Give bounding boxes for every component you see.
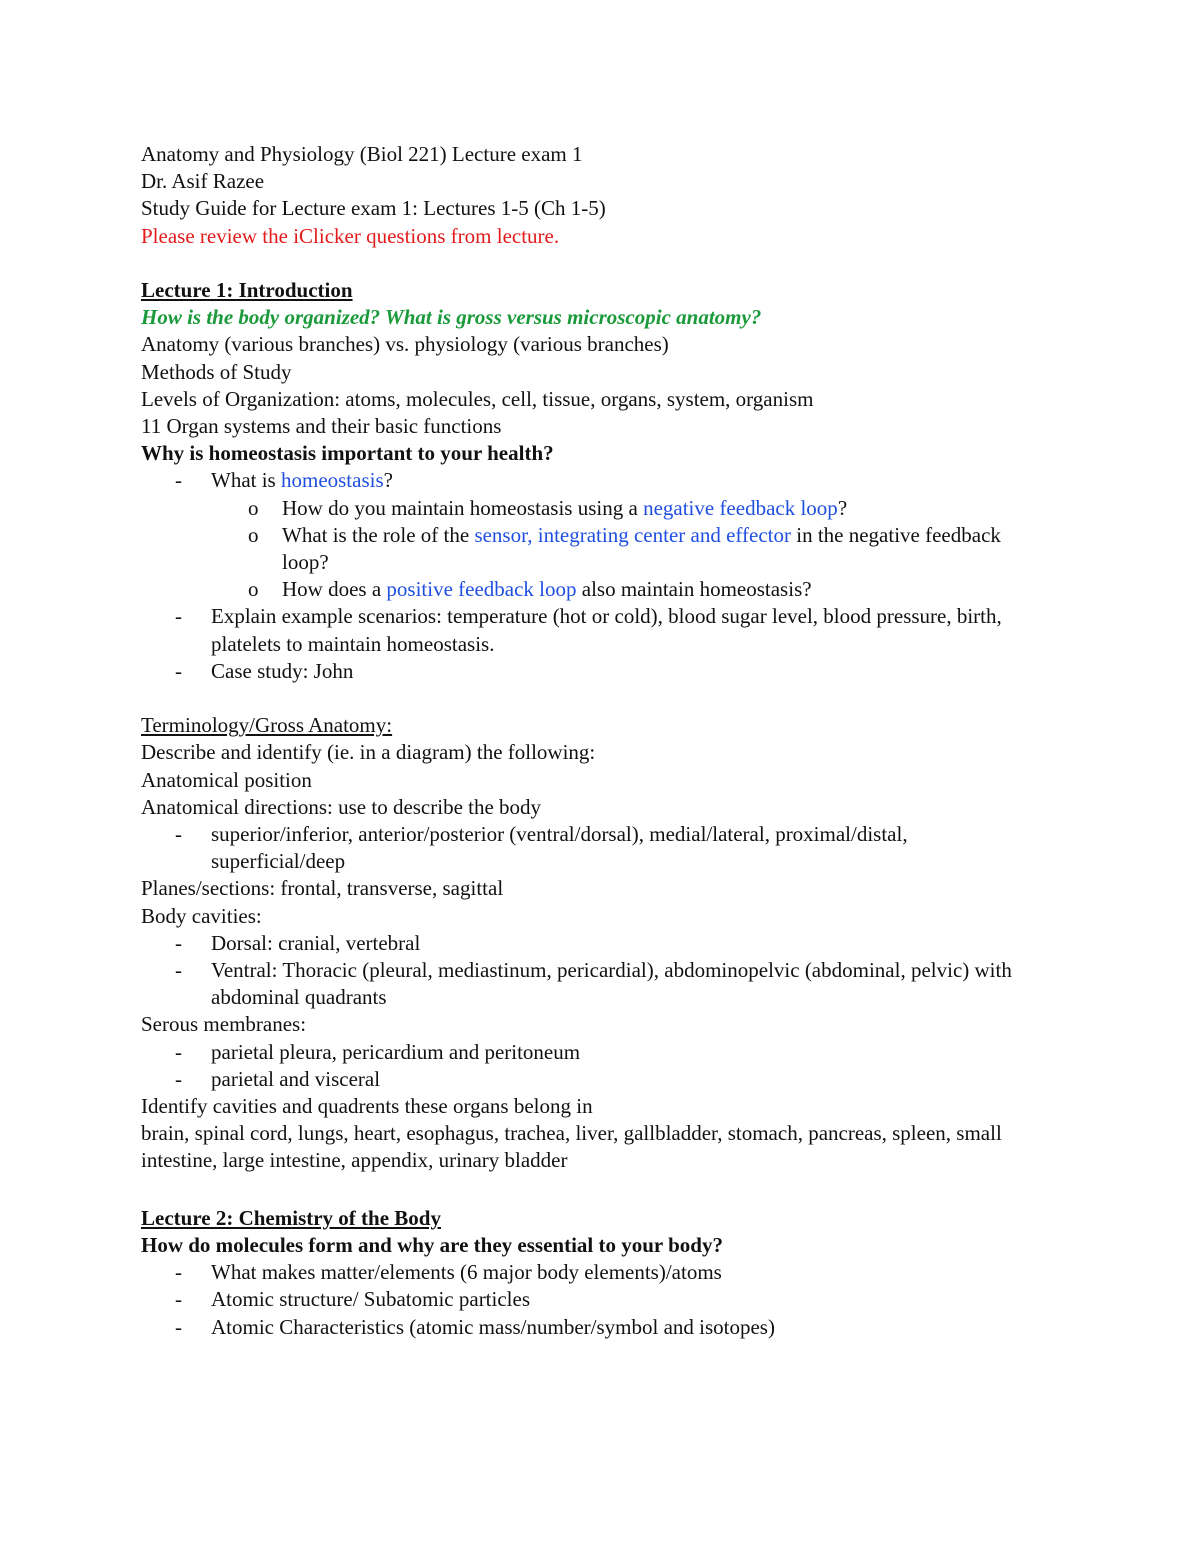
bullet-dash: - (175, 930, 182, 955)
bullet-dash: - (175, 1287, 182, 1312)
bullet-item: - parietal pleura, pericardium and peritoneum (141, 1039, 1131, 1066)
bullet-dash: - (175, 1260, 182, 1285)
sub-bullet-marker: o (248, 522, 259, 547)
terminology-line: Anatomical position (141, 767, 312, 792)
bullet-dash: - (175, 1314, 182, 1339)
organ-list: brain, spinal cord, lungs, heart, esophagus, trachea, liver, gallbladder, stomach, pancreas, spleen, small (141, 1121, 1002, 1146)
terminology-line: Describe and identify (ie. in a diagram) the following: (141, 740, 596, 765)
positive-feedback-term: positive feedback loop (386, 577, 577, 602)
spacer (141, 1175, 1131, 1202)
homeostasis-term: homeostasis (280, 468, 384, 493)
study-guide-title: Study Guide for Lecture exam 1: Lectures 1-5 (Ch 1-5) (141, 196, 606, 221)
feedback-components-term: sensor, integrating center and effector (474, 522, 791, 547)
bullet-dash: - (175, 468, 182, 493)
sub-bullet-item: o How do you maintain homeostasis using a negative feedback loop? (141, 495, 1131, 522)
bullet-dash: - (175, 604, 182, 629)
lecture1-question: How is the body organized? What is gross versus microscopic anatomy? (141, 305, 762, 330)
terminology-line: Planes/sections: frontal, transverse, sagittal (141, 876, 504, 901)
spacer (141, 685, 1131, 712)
bullet-item: - Dorsal: cranial, vertebral (141, 930, 1131, 957)
bullet-item: - What is homeostasis? (141, 467, 1131, 494)
document-content (141, 141, 1131, 1341)
sub-bullet-item: o What is the role of the sensor, integrating center and effector in the negative feedback (141, 522, 1131, 549)
bullet-continuation: abdominal quadrants (211, 985, 387, 1010)
sub-bullet-marker: o (248, 577, 259, 602)
lecture2-title: Lecture 2: Chemistry of the Body (141, 1205, 441, 1230)
bullet-item: - Explain example scenarios: temperature (hot or cold), blood sugar level, blood pressure, birth, (141, 603, 1131, 630)
terminology-line: Serous membranes: (141, 1012, 307, 1037)
bullet-dash: - (175, 958, 182, 983)
bullet-dash: - (175, 658, 182, 683)
bullet-item: - Case study: John (141, 658, 1131, 685)
course-title: Anatomy and Physiology (Biol 221) Lecture exam 1 (141, 142, 583, 166)
bullet-item: - Atomic Characteristics (atomic mass/number/symbol and isotopes) (141, 1314, 1131, 1341)
organ-list-continuation: intestine, large intestine, appendix, urinary bladder (141, 1148, 568, 1173)
homeostasis-question: Why is homeostasis important to your health? (141, 441, 554, 466)
bullet-item: - superior/inferior, anterior/posterior (ventral/dorsal), medial/lateral, proximal/distal, (141, 821, 1131, 848)
lecture2-question: How do molecules form and why are they essential to your body? (141, 1233, 723, 1258)
sub-bullet-item: o How does a positive feedback loop also maintain homeostasis? (141, 576, 1131, 603)
lecture1-line: Levels of Organization: atoms, molecules, cell, tissue, organs, system, organism (141, 386, 814, 411)
bullet-item: - Atomic structure/ Subatomic particles (141, 1286, 1131, 1313)
terminology-line: Body cavities: (141, 903, 262, 928)
bullet-item: - parietal and visceral (141, 1066, 1131, 1093)
terminology-line: Anatomical directions: use to describe the body (141, 794, 542, 819)
negative-feedback-term: negative feedback loop (643, 495, 838, 520)
review-note: Please review the iClicker questions from lecture. (141, 223, 560, 248)
terminology-title: Terminology/Gross Anatomy: (141, 713, 393, 738)
instructor-name: Dr. Asif Razee (141, 169, 265, 194)
lecture1-line: Methods of Study (141, 359, 292, 384)
lecture1-line: Anatomy (various branches) vs. physiology (various branches) (141, 332, 669, 357)
bullet-dash: - (175, 822, 182, 847)
spacer (141, 250, 1131, 277)
lecture1-line: 11 Organ systems and their basic functions (141, 414, 502, 439)
sub-bullet-continuation: loop? (282, 550, 329, 575)
bullet-continuation: superficial/deep (211, 849, 346, 874)
bullet-dash: - (175, 1066, 182, 1091)
lecture1-title: Lecture 1: Introduction (141, 278, 353, 302)
bullet-continuation: platelets to maintain homeostasis. (211, 631, 495, 656)
bullet-dash: - (175, 1039, 182, 1064)
terminology-line: Identify cavities and quadrents these organs belong in (141, 1094, 593, 1119)
bullet-item: - Ventral: Thoracic (pleural, mediastinum, pericardial), abdominopelvic (abdominal, pelvic) with (141, 957, 1131, 984)
bullet-item: - What makes matter/elements (6 major body elements)/atoms (141, 1259, 1131, 1286)
sub-bullet-marker: o (248, 495, 259, 520)
